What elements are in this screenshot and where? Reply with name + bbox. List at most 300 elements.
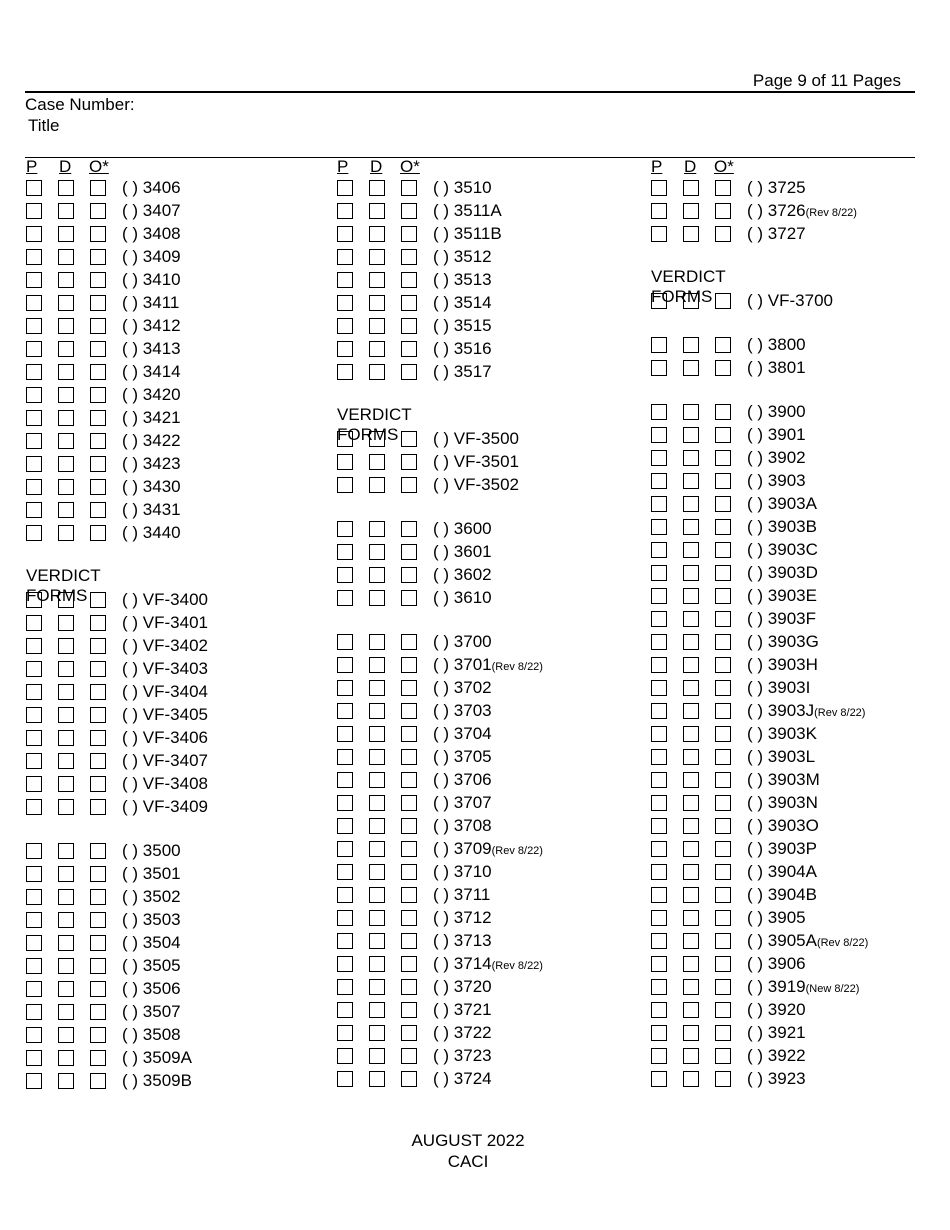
p-checkbox[interactable]	[651, 979, 667, 995]
o-checkbox[interactable]	[401, 956, 417, 972]
p-checkbox[interactable]	[26, 753, 42, 769]
d-checkbox[interactable]	[58, 364, 74, 380]
d-checkbox[interactable]	[58, 958, 74, 974]
p-checkbox[interactable]	[337, 295, 353, 311]
p-checkbox[interactable]	[337, 180, 353, 196]
p-checkbox[interactable]	[651, 519, 667, 535]
o-checkbox[interactable]	[401, 887, 417, 903]
d-checkbox[interactable]	[369, 1025, 385, 1041]
d-checkbox[interactable]	[58, 479, 74, 495]
o-checkbox[interactable]	[90, 387, 106, 403]
o-checkbox[interactable]	[90, 502, 106, 518]
o-checkbox[interactable]	[401, 341, 417, 357]
o-checkbox[interactable]	[90, 981, 106, 997]
d-checkbox[interactable]	[58, 502, 74, 518]
p-checkbox[interactable]	[337, 272, 353, 288]
d-checkbox[interactable]	[369, 318, 385, 334]
p-checkbox[interactable]	[651, 450, 667, 466]
d-checkbox[interactable]	[369, 341, 385, 357]
p-checkbox[interactable]	[337, 431, 353, 447]
o-checkbox[interactable]	[401, 454, 417, 470]
d-checkbox[interactable]	[369, 657, 385, 673]
p-checkbox[interactable]	[337, 864, 353, 880]
p-checkbox[interactable]	[337, 454, 353, 470]
d-checkbox[interactable]	[369, 818, 385, 834]
d-checkbox[interactable]	[369, 454, 385, 470]
d-checkbox[interactable]	[58, 776, 74, 792]
d-checkbox[interactable]	[369, 703, 385, 719]
o-checkbox[interactable]	[401, 933, 417, 949]
o-checkbox[interactable]	[90, 661, 106, 677]
p-checkbox[interactable]	[26, 249, 42, 265]
o-checkbox[interactable]	[90, 1004, 106, 1020]
o-checkbox[interactable]	[715, 496, 731, 512]
o-checkbox[interactable]	[90, 272, 106, 288]
o-checkbox[interactable]	[401, 521, 417, 537]
p-checkbox[interactable]	[651, 680, 667, 696]
o-checkbox[interactable]	[401, 249, 417, 265]
p-checkbox[interactable]	[651, 496, 667, 512]
p-checkbox[interactable]	[337, 795, 353, 811]
d-checkbox[interactable]	[683, 180, 699, 196]
d-checkbox[interactable]	[683, 1025, 699, 1041]
d-checkbox[interactable]	[58, 410, 74, 426]
d-checkbox[interactable]	[683, 360, 699, 376]
o-checkbox[interactable]	[90, 364, 106, 380]
p-checkbox[interactable]	[651, 203, 667, 219]
d-checkbox[interactable]	[683, 772, 699, 788]
d-checkbox[interactable]	[369, 726, 385, 742]
o-checkbox[interactable]	[715, 427, 731, 443]
d-checkbox[interactable]	[683, 1002, 699, 1018]
p-checkbox[interactable]	[337, 249, 353, 265]
d-checkbox[interactable]	[369, 1002, 385, 1018]
d-checkbox[interactable]	[58, 753, 74, 769]
d-checkbox[interactable]	[58, 387, 74, 403]
o-checkbox[interactable]	[90, 889, 106, 905]
p-checkbox[interactable]	[651, 910, 667, 926]
d-checkbox[interactable]	[369, 364, 385, 380]
p-checkbox[interactable]	[337, 521, 353, 537]
p-checkbox[interactable]	[651, 933, 667, 949]
d-checkbox[interactable]	[58, 318, 74, 334]
o-checkbox[interactable]	[715, 1025, 731, 1041]
d-checkbox[interactable]	[369, 477, 385, 493]
p-checkbox[interactable]	[337, 841, 353, 857]
o-checkbox[interactable]	[401, 1071, 417, 1087]
p-checkbox[interactable]	[337, 979, 353, 995]
p-checkbox[interactable]	[651, 657, 667, 673]
p-checkbox[interactable]	[651, 634, 667, 650]
p-checkbox[interactable]	[337, 657, 353, 673]
p-checkbox[interactable]	[26, 592, 42, 608]
o-checkbox[interactable]	[401, 749, 417, 765]
p-checkbox[interactable]	[651, 795, 667, 811]
d-checkbox[interactable]	[683, 203, 699, 219]
o-checkbox[interactable]	[401, 544, 417, 560]
o-checkbox[interactable]	[90, 410, 106, 426]
d-checkbox[interactable]	[683, 1071, 699, 1087]
p-checkbox[interactable]	[26, 456, 42, 472]
o-checkbox[interactable]	[401, 226, 417, 242]
d-checkbox[interactable]	[683, 956, 699, 972]
o-checkbox[interactable]	[401, 590, 417, 606]
o-checkbox[interactable]	[715, 864, 731, 880]
p-checkbox[interactable]	[337, 749, 353, 765]
d-checkbox[interactable]	[369, 226, 385, 242]
o-checkbox[interactable]	[401, 318, 417, 334]
p-checkbox[interactable]	[651, 180, 667, 196]
p-checkbox[interactable]	[337, 703, 353, 719]
d-checkbox[interactable]	[683, 226, 699, 242]
o-checkbox[interactable]	[90, 958, 106, 974]
o-checkbox[interactable]	[90, 638, 106, 654]
d-checkbox[interactable]	[369, 431, 385, 447]
o-checkbox[interactable]	[401, 979, 417, 995]
p-checkbox[interactable]	[651, 956, 667, 972]
o-checkbox[interactable]	[715, 749, 731, 765]
d-checkbox[interactable]	[683, 910, 699, 926]
d-checkbox[interactable]	[683, 404, 699, 420]
p-checkbox[interactable]	[337, 910, 353, 926]
p-checkbox[interactable]	[26, 799, 42, 815]
d-checkbox[interactable]	[683, 726, 699, 742]
o-checkbox[interactable]	[401, 203, 417, 219]
d-checkbox[interactable]	[683, 818, 699, 834]
p-checkbox[interactable]	[337, 1002, 353, 1018]
o-checkbox[interactable]	[90, 615, 106, 631]
p-checkbox[interactable]	[26, 730, 42, 746]
o-checkbox[interactable]	[401, 841, 417, 857]
o-checkbox[interactable]	[715, 841, 731, 857]
p-checkbox[interactable]	[651, 887, 667, 903]
d-checkbox[interactable]	[369, 864, 385, 880]
o-checkbox[interactable]	[715, 1071, 731, 1087]
o-checkbox[interactable]	[401, 726, 417, 742]
p-checkbox[interactable]	[26, 180, 42, 196]
p-checkbox[interactable]	[337, 590, 353, 606]
o-checkbox[interactable]	[715, 956, 731, 972]
p-checkbox[interactable]	[337, 341, 353, 357]
o-checkbox[interactable]	[715, 611, 731, 627]
d-checkbox[interactable]	[683, 841, 699, 857]
d-checkbox[interactable]	[369, 544, 385, 560]
p-checkbox[interactable]	[26, 684, 42, 700]
p-checkbox[interactable]	[26, 935, 42, 951]
o-checkbox[interactable]	[90, 341, 106, 357]
o-checkbox[interactable]	[401, 680, 417, 696]
d-checkbox[interactable]	[369, 295, 385, 311]
p-checkbox[interactable]	[26, 525, 42, 541]
d-checkbox[interactable]	[369, 521, 385, 537]
p-checkbox[interactable]	[26, 776, 42, 792]
p-checkbox[interactable]	[26, 318, 42, 334]
o-checkbox[interactable]	[90, 592, 106, 608]
o-checkbox[interactable]	[715, 634, 731, 650]
d-checkbox[interactable]	[369, 1048, 385, 1064]
p-checkbox[interactable]	[337, 1071, 353, 1087]
p-checkbox[interactable]	[337, 226, 353, 242]
d-checkbox[interactable]	[58, 935, 74, 951]
o-checkbox[interactable]	[401, 910, 417, 926]
o-checkbox[interactable]	[715, 1048, 731, 1064]
o-checkbox[interactable]	[90, 730, 106, 746]
d-checkbox[interactable]	[369, 203, 385, 219]
d-checkbox[interactable]	[683, 979, 699, 995]
o-checkbox[interactable]	[401, 1025, 417, 1041]
p-checkbox[interactable]	[337, 933, 353, 949]
d-checkbox[interactable]	[683, 427, 699, 443]
p-checkbox[interactable]	[337, 544, 353, 560]
d-checkbox[interactable]	[369, 795, 385, 811]
p-checkbox[interactable]	[26, 502, 42, 518]
o-checkbox[interactable]	[715, 910, 731, 926]
o-checkbox[interactable]	[90, 295, 106, 311]
p-checkbox[interactable]	[337, 772, 353, 788]
d-checkbox[interactable]	[683, 749, 699, 765]
p-checkbox[interactable]	[651, 1048, 667, 1064]
d-checkbox[interactable]	[369, 887, 385, 903]
p-checkbox[interactable]	[651, 1071, 667, 1087]
p-checkbox[interactable]	[651, 565, 667, 581]
o-checkbox[interactable]	[90, 226, 106, 242]
o-checkbox[interactable]	[90, 843, 106, 859]
d-checkbox[interactable]	[58, 684, 74, 700]
p-checkbox[interactable]	[26, 1050, 42, 1066]
p-checkbox[interactable]	[26, 889, 42, 905]
o-checkbox[interactable]	[715, 680, 731, 696]
d-checkbox[interactable]	[58, 730, 74, 746]
d-checkbox[interactable]	[58, 1004, 74, 1020]
o-checkbox[interactable]	[90, 776, 106, 792]
d-checkbox[interactable]	[683, 795, 699, 811]
p-checkbox[interactable]	[26, 843, 42, 859]
p-checkbox[interactable]	[26, 272, 42, 288]
p-checkbox[interactable]	[651, 772, 667, 788]
d-checkbox[interactable]	[683, 611, 699, 627]
d-checkbox[interactable]	[58, 661, 74, 677]
p-checkbox[interactable]	[651, 542, 667, 558]
o-checkbox[interactable]	[401, 772, 417, 788]
d-checkbox[interactable]	[369, 979, 385, 995]
o-checkbox[interactable]	[715, 293, 731, 309]
d-checkbox[interactable]	[683, 864, 699, 880]
d-checkbox[interactable]	[683, 887, 699, 903]
d-checkbox[interactable]	[58, 249, 74, 265]
d-checkbox[interactable]	[683, 1048, 699, 1064]
p-checkbox[interactable]	[26, 479, 42, 495]
o-checkbox[interactable]	[401, 1002, 417, 1018]
d-checkbox[interactable]	[58, 866, 74, 882]
p-checkbox[interactable]	[337, 956, 353, 972]
d-checkbox[interactable]	[369, 772, 385, 788]
d-checkbox[interactable]	[369, 680, 385, 696]
p-checkbox[interactable]	[26, 981, 42, 997]
d-checkbox[interactable]	[683, 293, 699, 309]
o-checkbox[interactable]	[401, 657, 417, 673]
o-checkbox[interactable]	[715, 337, 731, 353]
p-checkbox[interactable]	[26, 1073, 42, 1089]
d-checkbox[interactable]	[369, 1071, 385, 1087]
p-checkbox[interactable]	[651, 726, 667, 742]
o-checkbox[interactable]	[715, 450, 731, 466]
d-checkbox[interactable]	[58, 592, 74, 608]
p-checkbox[interactable]	[651, 611, 667, 627]
d-checkbox[interactable]	[369, 590, 385, 606]
d-checkbox[interactable]	[683, 933, 699, 949]
p-checkbox[interactable]	[26, 364, 42, 380]
d-checkbox[interactable]	[58, 615, 74, 631]
p-checkbox[interactable]	[651, 749, 667, 765]
d-checkbox[interactable]	[58, 180, 74, 196]
o-checkbox[interactable]	[401, 818, 417, 834]
o-checkbox[interactable]	[715, 1002, 731, 1018]
p-checkbox[interactable]	[651, 404, 667, 420]
d-checkbox[interactable]	[58, 1073, 74, 1089]
d-checkbox[interactable]	[369, 634, 385, 650]
p-checkbox[interactable]	[337, 1025, 353, 1041]
p-checkbox[interactable]	[337, 567, 353, 583]
o-checkbox[interactable]	[90, 684, 106, 700]
d-checkbox[interactable]	[683, 450, 699, 466]
p-checkbox[interactable]	[337, 1048, 353, 1064]
d-checkbox[interactable]	[369, 249, 385, 265]
o-checkbox[interactable]	[715, 795, 731, 811]
o-checkbox[interactable]	[90, 753, 106, 769]
d-checkbox[interactable]	[58, 341, 74, 357]
p-checkbox[interactable]	[26, 295, 42, 311]
p-checkbox[interactable]	[26, 203, 42, 219]
o-checkbox[interactable]	[401, 364, 417, 380]
p-checkbox[interactable]	[26, 226, 42, 242]
o-checkbox[interactable]	[90, 180, 106, 196]
p-checkbox[interactable]	[337, 726, 353, 742]
o-checkbox[interactable]	[715, 933, 731, 949]
p-checkbox[interactable]	[337, 318, 353, 334]
p-checkbox[interactable]	[651, 818, 667, 834]
d-checkbox[interactable]	[58, 272, 74, 288]
d-checkbox[interactable]	[683, 496, 699, 512]
d-checkbox[interactable]	[369, 749, 385, 765]
d-checkbox[interactable]	[683, 473, 699, 489]
o-checkbox[interactable]	[401, 180, 417, 196]
o-checkbox[interactable]	[715, 519, 731, 535]
d-checkbox[interactable]	[58, 799, 74, 815]
o-checkbox[interactable]	[401, 703, 417, 719]
p-checkbox[interactable]	[26, 410, 42, 426]
p-checkbox[interactable]	[337, 477, 353, 493]
o-checkbox[interactable]	[90, 203, 106, 219]
d-checkbox[interactable]	[58, 843, 74, 859]
o-checkbox[interactable]	[401, 567, 417, 583]
p-checkbox[interactable]	[651, 841, 667, 857]
p-checkbox[interactable]	[651, 864, 667, 880]
o-checkbox[interactable]	[401, 634, 417, 650]
d-checkbox[interactable]	[369, 180, 385, 196]
o-checkbox[interactable]	[401, 431, 417, 447]
d-checkbox[interactable]	[369, 272, 385, 288]
p-checkbox[interactable]	[651, 360, 667, 376]
o-checkbox[interactable]	[90, 249, 106, 265]
o-checkbox[interactable]	[90, 525, 106, 541]
d-checkbox[interactable]	[58, 226, 74, 242]
d-checkbox[interactable]	[369, 933, 385, 949]
d-checkbox[interactable]	[683, 657, 699, 673]
p-checkbox[interactable]	[337, 818, 353, 834]
d-checkbox[interactable]	[683, 337, 699, 353]
o-checkbox[interactable]	[715, 226, 731, 242]
o-checkbox[interactable]	[715, 979, 731, 995]
d-checkbox[interactable]	[369, 956, 385, 972]
o-checkbox[interactable]	[90, 433, 106, 449]
p-checkbox[interactable]	[651, 1002, 667, 1018]
p-checkbox[interactable]	[651, 1025, 667, 1041]
p-checkbox[interactable]	[651, 226, 667, 242]
d-checkbox[interactable]	[58, 525, 74, 541]
d-checkbox[interactable]	[58, 707, 74, 723]
p-checkbox[interactable]	[651, 337, 667, 353]
o-checkbox[interactable]	[715, 657, 731, 673]
d-checkbox[interactable]	[683, 565, 699, 581]
p-checkbox[interactable]	[26, 638, 42, 654]
d-checkbox[interactable]	[58, 203, 74, 219]
o-checkbox[interactable]	[90, 1073, 106, 1089]
d-checkbox[interactable]	[683, 588, 699, 604]
p-checkbox[interactable]	[26, 912, 42, 928]
d-checkbox[interactable]	[369, 567, 385, 583]
p-checkbox[interactable]	[26, 615, 42, 631]
o-checkbox[interactable]	[715, 542, 731, 558]
o-checkbox[interactable]	[90, 456, 106, 472]
d-checkbox[interactable]	[683, 703, 699, 719]
d-checkbox[interactable]	[369, 910, 385, 926]
p-checkbox[interactable]	[26, 1004, 42, 1020]
o-checkbox[interactable]	[401, 864, 417, 880]
d-checkbox[interactable]	[683, 542, 699, 558]
o-checkbox[interactable]	[90, 707, 106, 723]
o-checkbox[interactable]	[90, 912, 106, 928]
p-checkbox[interactable]	[26, 433, 42, 449]
d-checkbox[interactable]	[58, 638, 74, 654]
o-checkbox[interactable]	[715, 180, 731, 196]
d-checkbox[interactable]	[683, 519, 699, 535]
p-checkbox[interactable]	[337, 203, 353, 219]
o-checkbox[interactable]	[715, 818, 731, 834]
p-checkbox[interactable]	[651, 293, 667, 309]
p-checkbox[interactable]	[26, 387, 42, 403]
o-checkbox[interactable]	[401, 272, 417, 288]
o-checkbox[interactable]	[715, 726, 731, 742]
o-checkbox[interactable]	[90, 866, 106, 882]
o-checkbox[interactable]	[401, 795, 417, 811]
d-checkbox[interactable]	[58, 981, 74, 997]
p-checkbox[interactable]	[651, 427, 667, 443]
o-checkbox[interactable]	[401, 1048, 417, 1064]
o-checkbox[interactable]	[401, 295, 417, 311]
o-checkbox[interactable]	[715, 588, 731, 604]
o-checkbox[interactable]	[715, 887, 731, 903]
d-checkbox[interactable]	[58, 1027, 74, 1043]
p-checkbox[interactable]	[26, 1027, 42, 1043]
p-checkbox[interactable]	[651, 703, 667, 719]
p-checkbox[interactable]	[337, 364, 353, 380]
d-checkbox[interactable]	[58, 1050, 74, 1066]
o-checkbox[interactable]	[715, 703, 731, 719]
p-checkbox[interactable]	[651, 473, 667, 489]
o-checkbox[interactable]	[715, 565, 731, 581]
d-checkbox[interactable]	[683, 634, 699, 650]
p-checkbox[interactable]	[26, 341, 42, 357]
